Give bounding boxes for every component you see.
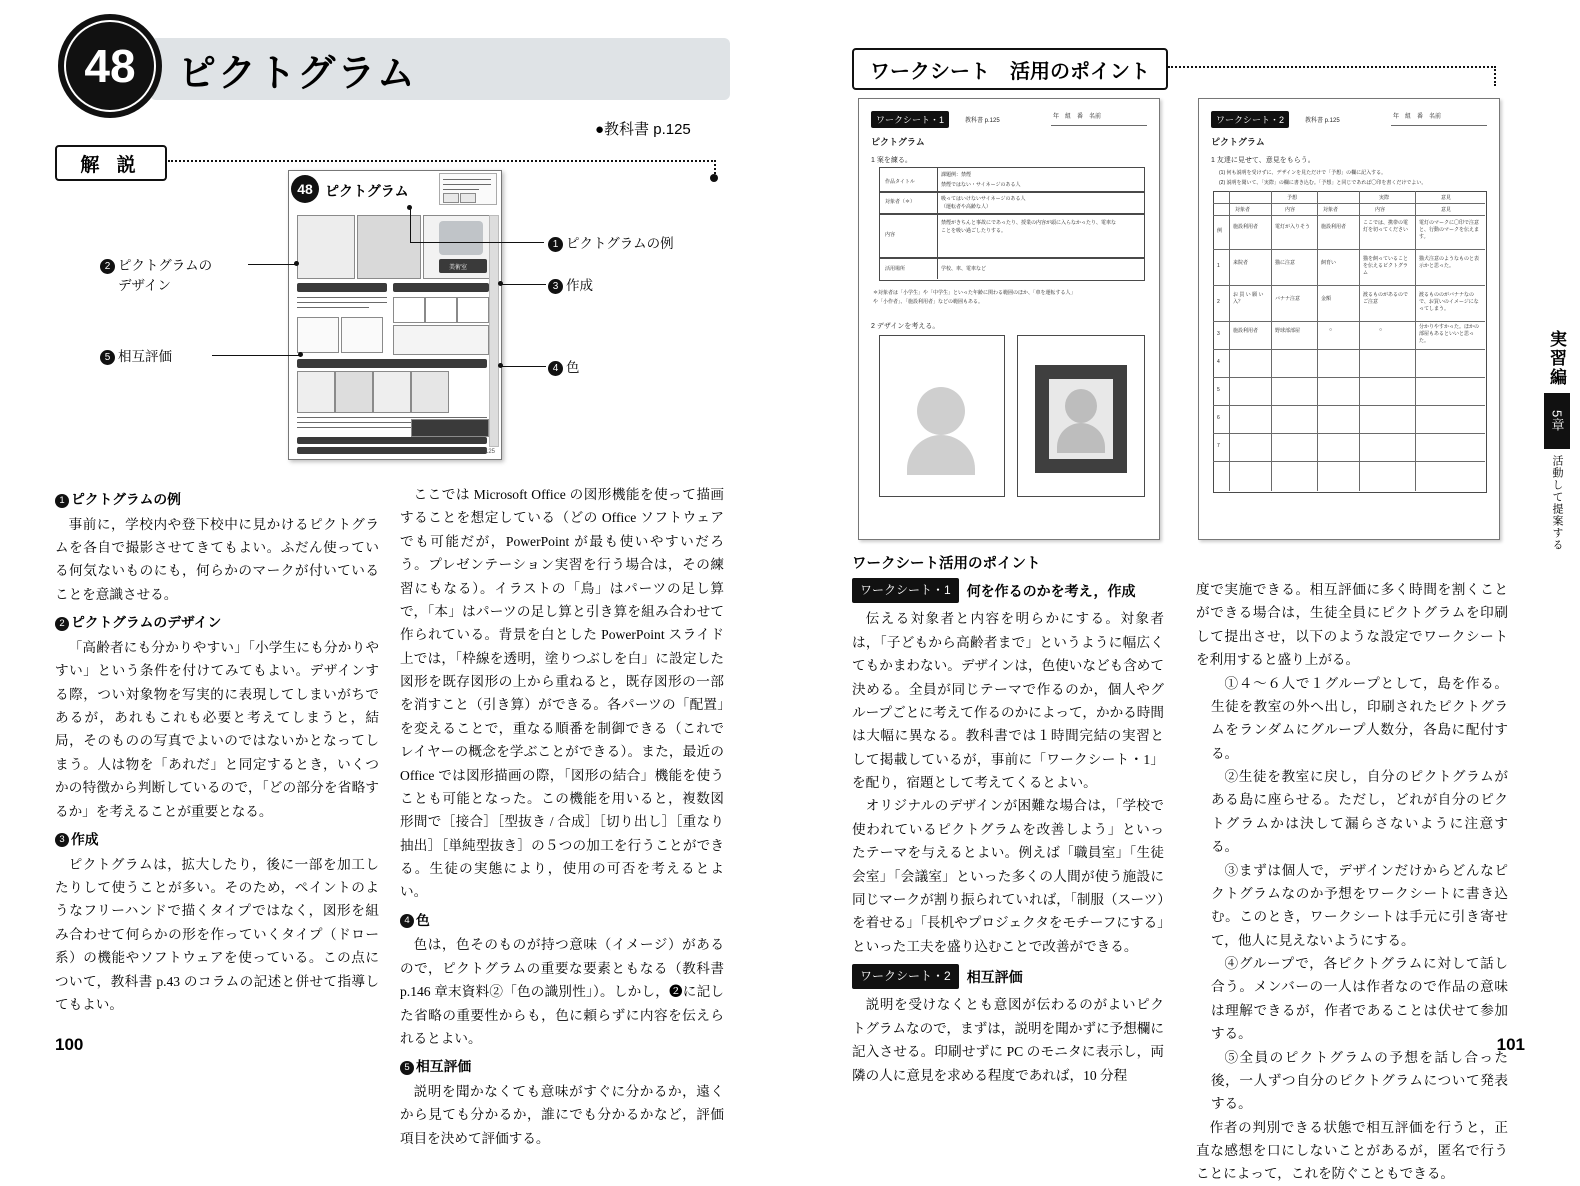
- worksheet-section-header: ワークシート 活用のポイント: [852, 48, 1168, 90]
- worksheet-2-row-3-c1: 野球部部屋: [1275, 328, 1301, 334]
- worksheet-1-row-1-value-b: （運転者や高齢な人）: [941, 204, 992, 210]
- worksheet-2-col-1: 対象者: [1235, 207, 1251, 213]
- kaisetsu-dotted-rule: [168, 160, 716, 163]
- section-heading-3: 3 作成: [55, 828, 379, 852]
- worksheet-2-task-1: 1 友達に見せて、意見をもらう。: [1211, 157, 1315, 164]
- thumb-page-number: 125: [484, 449, 495, 455]
- callout-1-number: 1: [548, 237, 563, 252]
- worksheet-2-tag: ワークシート・2: [1211, 111, 1289, 128]
- worksheet-2-row-0-c2: 施設利用者: [1321, 224, 1347, 230]
- section-2-paragraph-1: 「高齢者にも分かりやすい」「小学生にも分かりやすい」という条件を付けてみてもよい。デザインする際，つい対象物を写実的に表現してしまいがちであるが，あれもこれも必要と考えてしまうと，結局，そのものの写真でよいのではないかとなってしまう。人は物を「あれだ」と同定するとき，いくつかの特徴から判断しているので，「どの部分を省略するか」を考えることが重要となる。: [55, 639, 379, 819]
- callout-3-anchor: [498, 281, 503, 286]
- right-body-column-left: [852, 578, 1164, 1087]
- worksheet-2-note-2: (2) 説明を聞いて、「実際」の欄に書き込む。「予想」と同じであれば◯印を書くだけでよい。: [1219, 180, 1427, 186]
- page-number-left: 100: [55, 1035, 84, 1054]
- section-3-paragraph-1: ピクトグラムは，拡大したり，後に一部を加工したりして使うことが多い。そのため，ペイントのようなフリーハンドで描くタイプではなく，図形を組み合わせて何らかの形を作っていくタイプ（ドロー系）の機能やソフトウェアを使っている。この点について，教科書 p.43 のコラムの記述と併せて指導してもよい。: [55, 856, 379, 1012]
- section-heading-1: 1 ピクトグラムの例: [55, 488, 379, 512]
- worksheet-2-row-1-n: 1: [1217, 263, 1220, 269]
- page-number-right: 101: [1496, 1035, 1525, 1054]
- worksheet-2-point-p1: 説明を受けなくとも意図が伝わるのがよいピクトグラムなので，まずは，説明を聞かずに予想欄に記入させる。印刷せずに PC のモニタに表示し，両隣の人に意見を求める程度であれば，10 分程: [852, 997, 1164, 1083]
- worksheet-2-row-1-c4: 猫犬注意のようなものと表示かと思った。: [1419, 256, 1480, 269]
- worksheet-2-group-1: 予想: [1287, 195, 1298, 201]
- worksheet-2-group-2: 実際: [1379, 195, 1390, 201]
- worksheet-2-row-1-c1: 猫に注意: [1275, 260, 1296, 266]
- worksheet-1-row-2-label: 内容: [885, 232, 896, 238]
- worksheet-2-row-4-n: 4: [1217, 359, 1220, 365]
- worksheet-2-row-1-c0: 来院者: [1233, 260, 1249, 266]
- worksheet-2-row-5-n: 5: [1217, 387, 1220, 393]
- callout-1: [548, 232, 674, 252]
- callout-5: [100, 345, 172, 365]
- numbered-item-3: ③まずは個人で，デザインだけからどんなピクトグラムなのか予想をワークシートに書き込む。このとき，ワークシートは手元に引き寄せて，他人に見えないようにする。: [1210, 862, 1508, 948]
- callout-4-number: 4: [548, 361, 563, 376]
- numbered-item-4: ④グループで，各ピクトグラムに対して話し合う。メンバーの一人は作者なので作品の意味は理解できるが，作者であることは伏せて参加する。: [1210, 956, 1508, 1042]
- callout-4: [548, 356, 580, 376]
- worksheet-1-ref: 教科書 p.125: [965, 118, 1000, 124]
- worksheet-2-row-2-c0: お 買 い 願 い 入？: [1233, 292, 1264, 305]
- worksheet-1-row-2-value: 禁煙がきちんと事故にであったり、授業の内容が頭に入らなかったり、電車な: [941, 220, 1116, 226]
- worksheet-1-row-3-value: 学校、車、電車など: [941, 266, 987, 272]
- section-3-paragraph-2-head: [55, 1016, 379, 1039]
- callout-1-leader-v: [410, 208, 411, 242]
- sketch-head-1: [917, 387, 965, 435]
- callout-3: [548, 274, 593, 294]
- callout-3-label: 作成: [566, 278, 593, 293]
- worksheet-1-note-b: や「小作者」、「施設利用者」などの範囲もある。: [873, 299, 984, 305]
- worksheet-1-head-1: 課題例：禁煙: [941, 172, 972, 178]
- left-page: [0, 0, 790, 1146]
- callout-4-anchor: [498, 363, 503, 368]
- textbook-page-thumbnail: [288, 170, 502, 460]
- right-body-column-right: [1196, 578, 1508, 1186]
- callout-2-label: ピクトグラムの: [118, 258, 213, 273]
- worksheet-2-title: ピクトグラム: [1211, 137, 1265, 147]
- worksheet-2-name-fields: 年 組 番 名前: [1393, 114, 1442, 120]
- callout-1-anchor: [407, 205, 412, 210]
- worksheet-2-row-7-n: 7: [1217, 443, 1220, 449]
- callout-1-leader: [410, 242, 544, 243]
- numbered-item-2: ②生徒を教室に戻し，自分のピクトグラムがある島に座らせる。ただし，どれが自分のピクトグラムかは決して漏らさないように注意する。: [1210, 769, 1508, 855]
- worksheet-2-row-1-c3: 猫を飼っていることを伝えるピクトグラム: [1363, 256, 1409, 276]
- worksheet-2-point-tag: ワークシート・2: [852, 964, 959, 989]
- section-label-kaisetsu: 解 説: [55, 145, 167, 181]
- worksheet-2-point-title: 相互評価: [966, 969, 1023, 985]
- body-column-left: [55, 483, 379, 1040]
- section-4-paragraph-1: 色は，色そのものが持つ意味（イメージ）があるので，ピクトグラムの重要な要素ともなる（教科書 p.146 章末資料②「色の識別性」）。しかし，❷に記した省略の重要性からも，色に頼らずに内容を伝えられるとよい。: [400, 937, 724, 1046]
- worksheet-2-row-3-c0: 施設利用者: [1233, 328, 1259, 334]
- worksheet-1-row-0-label: 作品タイトル: [885, 179, 915, 185]
- worksheet-1-point-p1: 伝える対象者と内容を明らかにする。対象者は，「子どもから高齢者まで」というように幅広くてもかまわない。デザインは，色使いなども含めて決める。全員が同じテーマで作るのか，個人やグループごとに考えて作るのかによって，かかる時間は大幅に異なる。教科書では１時間完結の実習として掲載しているが，事前に「ワークシート・1」を配り，宿題として考えてくるとよい。: [852, 611, 1164, 790]
- worksheet-1-point-tag: ワークシート・1: [852, 578, 959, 603]
- worksheet-header-rule-vertical: [1494, 66, 1496, 86]
- worksheet-1-row-3-label: 活用場所: [885, 266, 906, 272]
- callout-2-anchor: [294, 261, 299, 266]
- thumb-room-label: 美術室: [449, 265, 468, 271]
- right-page: [790, 0, 1580, 1182]
- worksheet-1-thumbnail: [858, 98, 1160, 540]
- section-heading-5: 5 相互評価: [400, 1055, 724, 1079]
- thumb-header-box: [439, 173, 497, 205]
- worksheet-1-task-2: 2 デザインを考える。: [871, 323, 940, 330]
- callout-1-label: ピクトグラムの例: [566, 236, 674, 251]
- chapter-number-badge: [58, 14, 162, 118]
- worksheet-1-point-title: 何を作るのかを考え，作成: [966, 583, 1136, 599]
- section-5-paragraph-1: 説明を聞かなくても意味がすぐに分かるか，遠くから見ても分かるか，誰にでも分かるかなど，評価項目を決めて評価する。: [400, 1084, 724, 1146]
- textbook-reference: ●教科書 p.125: [595, 121, 691, 138]
- chapter-number: 48: [64, 20, 156, 112]
- callout-5-anchor: [298, 352, 303, 357]
- callout-3-number: 3: [548, 279, 563, 294]
- worksheet-2-col-4: 内容: [1375, 207, 1386, 213]
- worksheet-1-point-p2: オリジナルのデザインが困難な場合は，「学校で使われているピクトグラムを改善しよう」といったテーマを与えるとよい。例えば「職員室」「生徒会室」「会議室」といった多くの人間が使う施設に同じマークが割り振られていれば，「制服（スーツ）を着せる」「長机やプロジェクタをモチーフにする」といった工夫を盛り込むことで改善ができる。: [852, 798, 1164, 954]
- worksheet-2-point-p1-cont: 度で実施できる。相互評価に多く時間を割くことができる場合は，生徒全員にピクトグラムを印刷して提出させ，以下のような設定でワークシートを利用すると盛り上がる。: [1196, 582, 1508, 668]
- sketch-head-2: [1065, 389, 1097, 423]
- worksheet-points-title: ワークシート活用のポイント: [852, 556, 1041, 572]
- kaisetsu-dot-terminal: [710, 174, 718, 182]
- thumb-side-index: [489, 215, 499, 447]
- worksheet-1-title: ピクトグラム: [871, 137, 925, 147]
- worksheet-2-row-2-c3: 渡るものがあるのでご注意: [1363, 292, 1409, 305]
- worksheet-1-tag: ワークシート・1: [871, 111, 949, 128]
- closing-paragraph: 作者の判別できる状態で相互評価を行うと，正直な感想を口にしないことがあるが，匿名で行うことによって，これを防ぐこともできる。: [1196, 1119, 1508, 1182]
- worksheet-2-row-0-n: 例: [1217, 228, 1223, 234]
- callout-2-label2: デザイン: [118, 278, 172, 293]
- section-3-paragraph-2: ここでは Microsoft Office の図形機能を使って描画することを想定している（どの Office ソフトウェアでも可能だが，PowerPoint が最も使いやすいだろう。プレゼンテーション実習を行う場合は，その練習にもなる）。イラストの「鳥」はパーツの足し算で，「本」はパーツの足し算と引き算を組み合わせて作られている。背景を白とした PowerPoint スライド上では，「枠線を透明，塗りつぶしを白」に設定した図形を既存図形の上から重ねると，既存図形の一部を消すこと（引き算）ができる。各パーツの「配置」を変えることで，重なる順番を制御できる（これでレイヤーの概念を学ぶことができる）。また，最近の Office では図形描画の際，「図形の結合」機能を使うことも可能となった。この機能を用いると，複数図形間で［接合］［型抜き / 合成］［切り出し］［重なり抽出］［単純型抜き］の５つの加工を行うことができる。生徒の実態により，使用の可否を考えるとよい。: [400, 487, 724, 900]
- callout-4-label: 色: [566, 360, 580, 375]
- worksheet-2-col-3: 対象者: [1323, 207, 1339, 213]
- worksheet-1-row-0-value: 禁煙ではない・サイネージのある人: [941, 182, 1021, 188]
- worksheet-2-col-2: 内容: [1285, 207, 1296, 213]
- worksheet-2-row-3-n: 3: [1217, 331, 1220, 337]
- worksheet-2-point-heading: [852, 964, 1164, 989]
- worksheet-2-row-0-c4: 電灯のマークに◯印で注意と、行動のマークを伝えます。: [1419, 220, 1480, 240]
- thumb-title: ピクトグラム: [325, 183, 409, 199]
- worksheet-2-row-0-c0: 施設利用者: [1233, 224, 1259, 230]
- side-index-label-bottom: 活動して提案する: [1551, 455, 1563, 551]
- body-column-right: [400, 483, 724, 1150]
- worksheet-2-row-2-c1: バナナ注意: [1275, 296, 1301, 302]
- worksheet-2-row-0-c3: ここでは、携帯の電灯を切ってください: [1363, 220, 1409, 233]
- worksheet-2-row-0-c1: 電灯が入りそう: [1275, 224, 1311, 230]
- worksheet-1-note-a: ＊対象者は「小学生」や「中学生」といった年齢に関わる範囲のほか、「車を運転する人」: [873, 290, 1076, 296]
- thumb-illustration-2: [357, 215, 421, 279]
- worksheet-2-row-2-c2: 金額: [1321, 296, 1332, 302]
- callout-5-leader: [212, 355, 300, 356]
- worksheet-2-row-3-c3: ○: [1379, 327, 1383, 333]
- worksheet-2-ref: 教科書 p.125: [1305, 118, 1340, 124]
- callout-2: [100, 254, 212, 274]
- section-heading-4: 4 色: [400, 909, 724, 933]
- worksheet-2-row-1-c2: 飼育い: [1321, 260, 1337, 266]
- worksheet-1-row-1-label: 対象者（＊）: [885, 199, 916, 205]
- callout-5-number: 5: [100, 350, 115, 365]
- callout-3-leader: [500, 284, 546, 285]
- worksheet-2-row-6-n: 6: [1217, 415, 1220, 421]
- worksheet-2-row-2-c4: 渡るもののがバナナなので、お買いのイメージになってしまう。: [1419, 292, 1479, 312]
- worksheet-2-group-3: 意見: [1441, 195, 1452, 201]
- worksheet-1-name-fields: 年 組 番 名前: [1053, 114, 1102, 120]
- thumb-illustration-1: [297, 215, 355, 279]
- worksheet-2-row-3-c2: ○: [1329, 327, 1333, 333]
- numbered-item-5: ⑤全員のピクトグラムの予想を話し合った後，一人ずつ自分のピクトグラムについて発表する。: [1210, 1049, 1508, 1112]
- worksheet-2-row-2-n: 2: [1217, 299, 1220, 305]
- section-heading-2: 2 ピクトグラムのデザイン: [55, 611, 379, 635]
- side-index-label-top: 実習編: [1547, 330, 1566, 387]
- callout-2-number: 2: [100, 259, 115, 274]
- worksheet-header-rule: [1168, 66, 1496, 68]
- worksheet-1-task-1: 1 案を練る。: [871, 157, 912, 164]
- side-index-tab: [1544, 330, 1570, 556]
- thumb-chapter-number: 48: [291, 175, 319, 203]
- callout-4-leader: [500, 366, 546, 367]
- worksheet-1-row-2-value-b: ことを吸い過ごしたりする。: [941, 228, 1007, 234]
- worksheet-2-note-1: (1) 何も説明を受けずに、デザインを見ただけで「予想」の欄に記入する。: [1219, 170, 1387, 176]
- section-1-paragraph-1: 事前に，学校内や登下校中に見かけるピクトグラムを各自で撮影させてきてもよい。ふだん使っている何気ないものにも，何らかのマークが付いていることを意識させる。: [55, 516, 379, 602]
- worksheet-1-row-1-value: 吸ってはいけないサイネージのある人: [941, 196, 1026, 202]
- worksheet-2-col-5: 意見: [1441, 207, 1452, 213]
- callout-2-leader: [248, 264, 296, 265]
- numbered-item-1: ①４～６人で１グループとして，島を作る。生徒を教室の外へ出し，印刷されたピクトグラムをランダムにグループ人数分，各島に配付する。: [1210, 675, 1508, 761]
- worksheet-1-point-heading: [852, 578, 1164, 603]
- worksheet-2-row-3-c4: 分かりやすかった。ほかの部屋もあるといいと思った。: [1419, 324, 1480, 344]
- side-index-chapter: 5章: [1544, 393, 1570, 449]
- callout-5-label: 相互評価: [118, 349, 172, 364]
- worksheet-2-thumbnail: [1198, 98, 1500, 540]
- page-title: ピクトグラム: [178, 53, 417, 95]
